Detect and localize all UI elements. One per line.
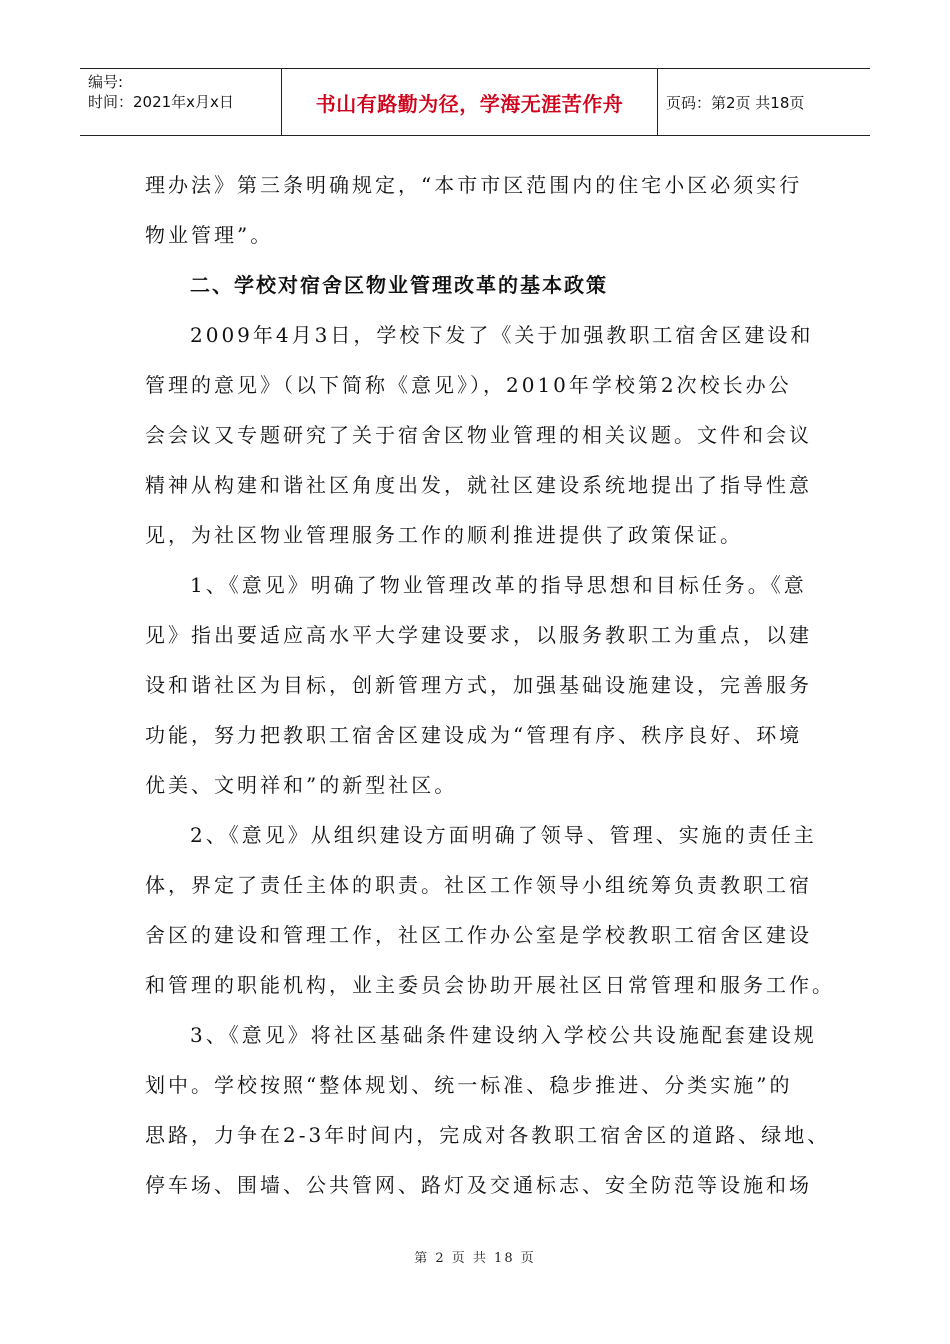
- header-motto: 书山有路勤为径，学海无涯苦作舟: [282, 69, 658, 135]
- body-line: 体，界定了责任主体的职责。社区工作领导小组统筹负责教职工宿: [145, 873, 812, 897]
- body-line: 舍区的建设和管理工作，社区工作办公室是学校教职工宿舍区建设: [145, 923, 812, 947]
- body-line: 功能，努力把教职工宿舍区建设成为“管理有序、秩序良好、环境: [145, 723, 803, 747]
- document-body: [145, 160, 835, 1210]
- body-line: 理办法》第三条明确规定，“本市市区范围内的住宅小区必须实行: [145, 173, 803, 197]
- body-line: 会会议又专题研究了关于宿舍区物业管理的相关议题。文件和会议: [145, 423, 812, 447]
- body-line: 2009年4月3日，学校下发了《关于加强教职工宿舍区建设和: [190, 323, 814, 347]
- body-line: 和管理的职能机构，业主委员会协助开展社区日常管理和服务工作。: [145, 973, 835, 997]
- body-line: 见》指出要适应高水平大学建设要求，以服务教职工为重点，以建: [145, 623, 812, 647]
- body-line: 停车场、围墙、公共管网、路灯及交通标志、安全防范等设施和场: [145, 1173, 812, 1197]
- body-line: 管理的意见》（以下简称《意见》），2010年学校第2次校长办公: [145, 373, 792, 397]
- body-line: 思路，力争在2-3年时间内，完成对各教职工宿舍区的道路、绿地、: [145, 1123, 831, 1147]
- body-line: 设和谐社区为目标，创新管理方式，加强基础设施建设，完善服务: [145, 673, 812, 697]
- document-date: 时间：2021年x月x日: [88, 93, 234, 111]
- body-line: 1、《意见》明确了物业管理改革的指导思想和目标任务。《意: [190, 573, 807, 597]
- body-line: 物业管理”。: [145, 223, 274, 247]
- body-line: 优美、文明祥和”的新型社区。: [145, 773, 458, 797]
- body-line: 2、《意见》从组织建设方面明确了领导、管理、实施的责任主: [190, 823, 817, 847]
- body-line: 见，为社区物业管理服务工作的顺利推进提供了政策保证。: [145, 523, 743, 547]
- section-heading: 二、学校对宿舍区物业管理改革的基本政策: [190, 273, 608, 297]
- document-number-label: 编号:: [88, 73, 124, 91]
- page-footer: 第 2 页 共 18 页: [414, 1251, 536, 1266]
- body-line: 划中。学校按照“整体规划、统一标准、稳步推进、分类实施”的: [145, 1073, 793, 1097]
- page-header: [80, 68, 870, 136]
- body-line: 3、《意见》将社区基础条件建设纳入学校公共设施配套建设规: [190, 1023, 817, 1047]
- body-line: 精神从构建和谐社区角度出发，就社区建设系统地提出了指导性意: [145, 473, 812, 497]
- header-meta: [80, 69, 282, 135]
- header-page-info: 页码：第2页 共18页: [666, 93, 805, 112]
